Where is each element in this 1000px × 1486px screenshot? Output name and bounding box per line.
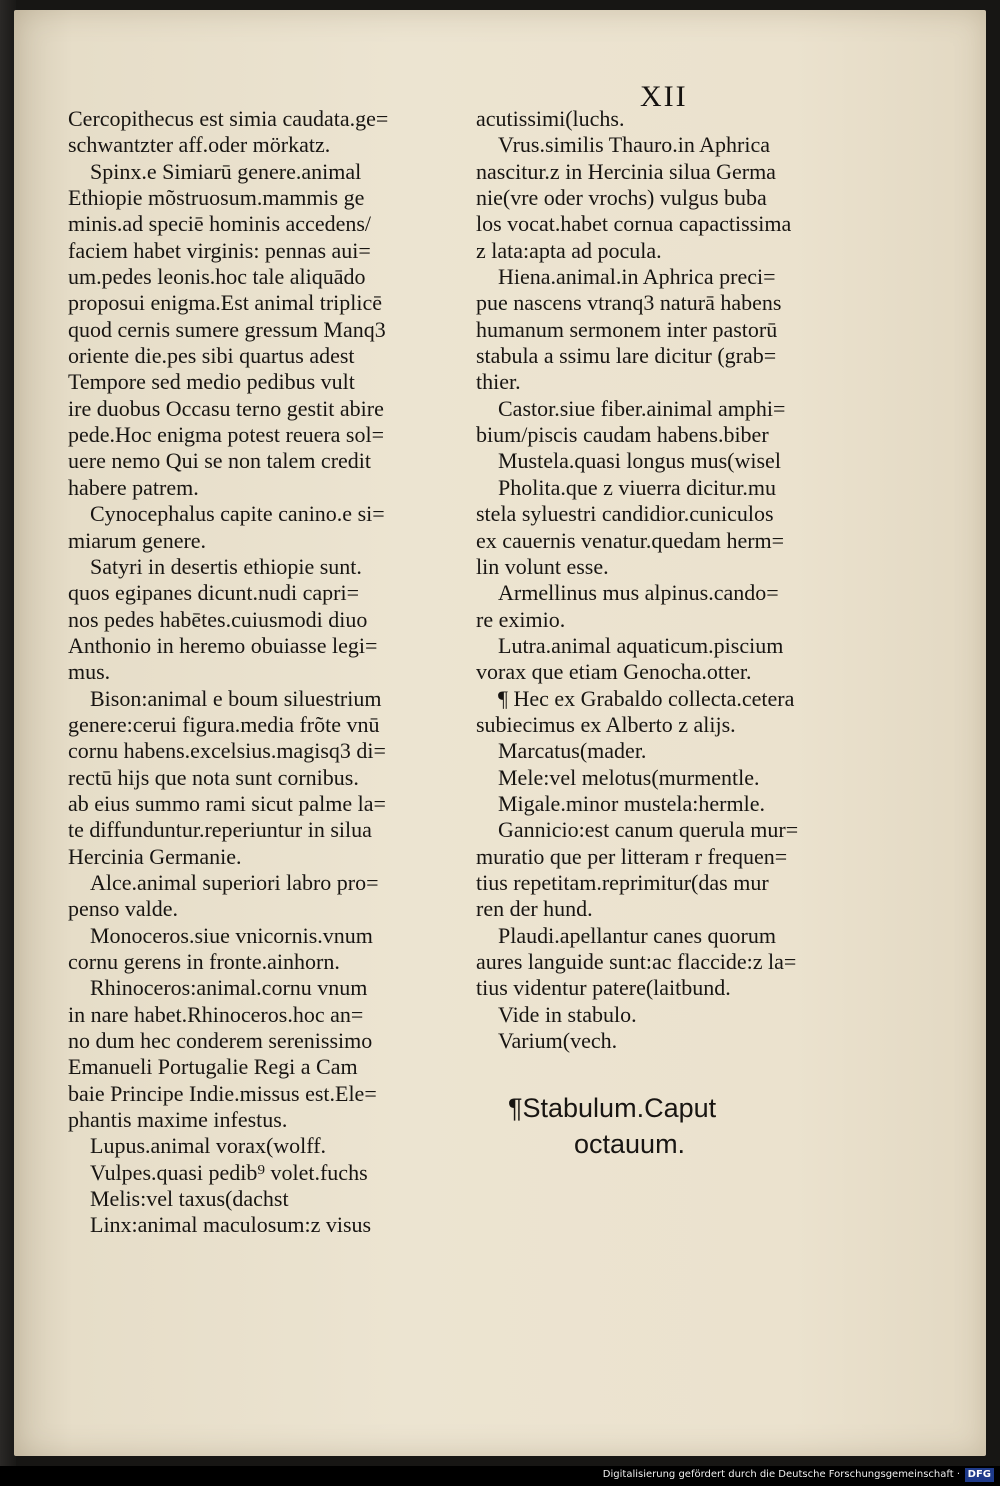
text-line: thier. — [476, 369, 521, 395]
text-line: ex cauernis venatur.quedam herm= — [476, 527, 785, 553]
text-line: Mele:vel melotus(murmentle. — [498, 764, 760, 790]
text-line: nascitur.z in Hercinia silua Germa — [476, 158, 776, 184]
text-line: bium/piscis caudam habens.biber — [476, 422, 769, 448]
text-line: ire duobus Occasu terno gestit abire — [68, 395, 384, 421]
left-text-column — [68, 106, 460, 1239]
text-line: Armellinus mus alpinus.cando= — [498, 580, 779, 606]
text-line: pue nascens vtranq3 naturā habens — [476, 290, 782, 316]
text-line: Spinx.e Simiarū genere.animal — [90, 158, 362, 184]
text-line: minis.ad speciē hominis accedens/ — [68, 211, 372, 237]
text-line: Emanueli Portugalie Regi a Cam — [68, 1054, 358, 1080]
text-line: pede.Hoc enigma potest reuera sol= — [68, 422, 385, 448]
digitization-credit: Digitalisierung gefördert durch die Deutsche Forschungsgemeinschaft · — [602, 1469, 960, 1480]
text-line: tius repetitam.reprimitur(das mur — [476, 869, 769, 895]
text-line: Vulpes.quasi pedib⁹ volet.fuchs — [90, 1159, 368, 1185]
text-line: proposui enigma.Est animal triplicē — [68, 290, 383, 316]
text-line: Gannicio:est canum querula mur= — [498, 817, 799, 843]
text-line: uere nemo Qui se non talem credit — [68, 448, 372, 474]
text-line: Rhinoceros:animal.cornu vnum — [90, 975, 368, 1001]
text-line: Cercopithecus est simia caudata.ge= — [68, 106, 389, 131]
text-line: penso valde. — [68, 896, 178, 922]
text-line: subiecimus ex Alberto z alijs. — [476, 711, 736, 737]
text-line: Lutra.animal aquaticum.piscium — [498, 632, 784, 658]
text-line: faciem habet virginis: pennas aui= — [68, 237, 371, 263]
text-line: no dum hec conderem serenissimo — [68, 1028, 373, 1054]
text-line: genere:cerui figura.media frõte vnū — [68, 711, 380, 737]
text-line: Monoceros.siue vnicornis.vnum — [90, 922, 373, 948]
folio-number: XII — [640, 80, 688, 113]
text-line: Cynocephalus capite canino.e si= — [90, 501, 385, 527]
text-line: ren der hund. — [476, 896, 593, 922]
text-line: phantis maxime infestus. — [68, 1107, 288, 1133]
text-line: ¶ Hec ex Grabaldo collecta.cetera — [498, 685, 795, 711]
text-line: Varium(vech. — [498, 1028, 618, 1054]
text-line: cornu gerens in fronte.ainhorn. — [68, 949, 340, 974]
text-line: Hercinia Germanie. — [68, 843, 242, 869]
text-line: Vide in stabulo. — [498, 1001, 637, 1027]
text-line: schwantzter aff.oder mörkatz. — [68, 132, 331, 158]
text-line: miarum genere. — [68, 527, 207, 553]
text-line: nos pedes habētes.cuiusmodi diuo — [68, 606, 368, 632]
text-line: lin volunt esse. — [476, 553, 609, 579]
text-line: habere patrem. — [68, 474, 199, 500]
text-line: Pholita.que z viuerra dicitur.mu — [498, 474, 776, 500]
text-line: muratio que per litteram r frequen= — [476, 843, 788, 869]
text-line: aures languide sunt:ac flaccide:z la= — [476, 949, 797, 974]
section-heading-line-1: ¶Stabulum.Caput — [508, 1093, 717, 1123]
text-line: Satyri in desertis ethiopie sunt. — [90, 553, 362, 579]
text-line: z lata:apta ad pocula. — [476, 237, 662, 263]
text-line: Vrus.similis Thauro.in Aphrica — [498, 132, 771, 158]
text-line: Migale.minor mustela:hermle. — [498, 790, 765, 816]
text-line: quod cernis sumere gressum Manq3 — [68, 316, 386, 342]
text-line: Mustela.quasi longus mus(wisel — [498, 448, 781, 474]
text-line: Lupus.animal vorax(wolff. — [90, 1133, 327, 1159]
text-line: los vocat.habet cornua capactissima — [476, 211, 792, 237]
text-line: stabula a ssimu lare dicitur (grab= — [476, 343, 777, 369]
dfg-logo: DFG — [965, 1468, 994, 1482]
section-heading — [508, 1090, 788, 1162]
text-line: Alce.animal superiori labro pro= — [90, 869, 379, 895]
text-line: te diffunduntur.reperiuntur in silua — [68, 817, 372, 843]
text-line: rectū hijs que nota sunt cornibus. — [68, 764, 359, 790]
text-line: in nare habet.Rhinoceros.hoc an= — [68, 1001, 364, 1027]
text-line: Hiena.animal.in Aphrica preci= — [498, 264, 776, 290]
text-line: re eximio. — [476, 606, 566, 632]
text-line: Bison:animal e boum siluestrium — [90, 685, 382, 711]
text-line: ab eius summo rami sicut palme la= — [68, 790, 386, 816]
text-line: Linx:animal maculosum:z visus — [90, 1212, 372, 1238]
text-line: Anthonio in heremo obuiasse legi= — [68, 632, 378, 658]
text-line: Marcatus(mader. — [498, 738, 647, 764]
text-line: cornu habens.excelsius.magisq3 di= — [68, 738, 386, 764]
text-line: vorax que etiam Genocha.otter. — [476, 659, 752, 685]
text-line: humanum sermonem inter pastorū — [476, 316, 778, 342]
text-line: acutissimi(luchs. — [476, 106, 625, 131]
text-line: um.pedes leonis.hoc tale aliquādo — [68, 264, 366, 290]
text-line: Castor.siue fiber.ainimal amphi= — [498, 395, 786, 421]
text-line: Plaudi.apellantur canes quorum — [498, 922, 776, 948]
section-heading-line-2: octauum. — [574, 1129, 686, 1159]
text-line: tius videntur patere(laitbund. — [476, 975, 731, 1001]
text-line: Tempore sed medio pedibus vult — [68, 369, 355, 395]
text-line: mus. — [68, 659, 111, 685]
right-text-column — [476, 106, 876, 1054]
text-line: baie Principe Indie.missus est.Ele= — [68, 1080, 377, 1106]
text-line: Melis:vel taxus(dachst — [90, 1186, 289, 1212]
text-line: stela syluestri candidior.cuniculos — [476, 501, 774, 527]
text-line: oriente die.pes sibi quartus adest — [68, 343, 355, 369]
text-line: quos egipanes dicunt.nudi capri= — [68, 580, 360, 606]
text-line: nie(vre oder vrochs) vulgus buba — [476, 185, 767, 211]
text-line: Ethiopie mõstruosum.mammis ge — [68, 185, 365, 211]
